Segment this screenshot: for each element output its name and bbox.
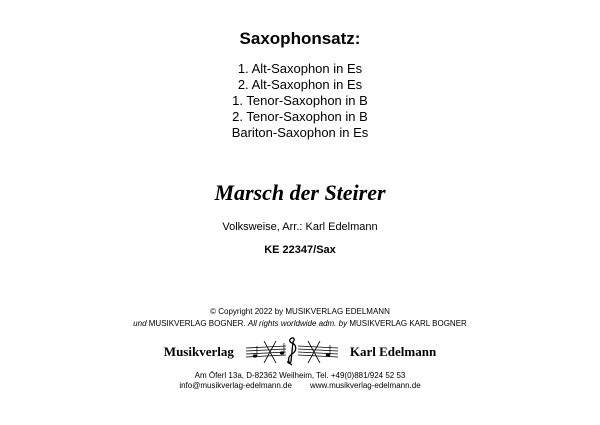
publisher-email[interactable]: info@musikverlag-edelmann.de bbox=[179, 381, 292, 390]
instrument-item: 1. Tenor-Saxophon in B bbox=[232, 93, 368, 108]
publisher-website[interactable]: www.musikverlag-edelmann.de bbox=[309, 381, 421, 390]
instrument-item: 1. Alt-Saxophon in Es bbox=[237, 61, 363, 76]
rights-statement: All rights worldwide adm. by bbox=[247, 319, 348, 328]
copyright-line: © Copyright 2022 by MUSIKVERLAG EDELMANN bbox=[210, 307, 390, 316]
rights-publisher: MUSIKVERLAG BOGNER. bbox=[148, 319, 246, 328]
publisher-logo bbox=[0, 337, 600, 367]
rights-und: und bbox=[133, 319, 147, 328]
publisher-address: Am Öferl 13a, D-82362 Weilheim, Tel. +49(0)881/924 52 53 bbox=[194, 371, 406, 380]
music-emblem-icon bbox=[242, 337, 342, 367]
piece-title: Marsch der Steirer bbox=[214, 180, 386, 205]
arrangement-credit: Volksweise, Arr.: Karl Edelmann bbox=[222, 221, 378, 233]
rights-line bbox=[0, 319, 600, 328]
logo-right-text: Karl Edelmann bbox=[349, 344, 437, 359]
catalog-number: KE 22347/Sax bbox=[264, 244, 336, 256]
section-heading: Saxophonsatz: bbox=[239, 29, 361, 48]
instrument-item: Bariton-Saxophon in Es bbox=[231, 125, 369, 140]
rights-admin: MUSIKVERLAG KARL BOGNER bbox=[349, 319, 467, 328]
publisher-contact bbox=[0, 381, 600, 390]
logo-left-text: Musikverlag bbox=[163, 344, 234, 359]
instrument-item: 2. Alt-Saxophon in Es bbox=[237, 77, 363, 92]
instrument-item: 2. Tenor-Saxophon in B bbox=[232, 109, 368, 124]
instrument-list bbox=[0, 61, 600, 141]
